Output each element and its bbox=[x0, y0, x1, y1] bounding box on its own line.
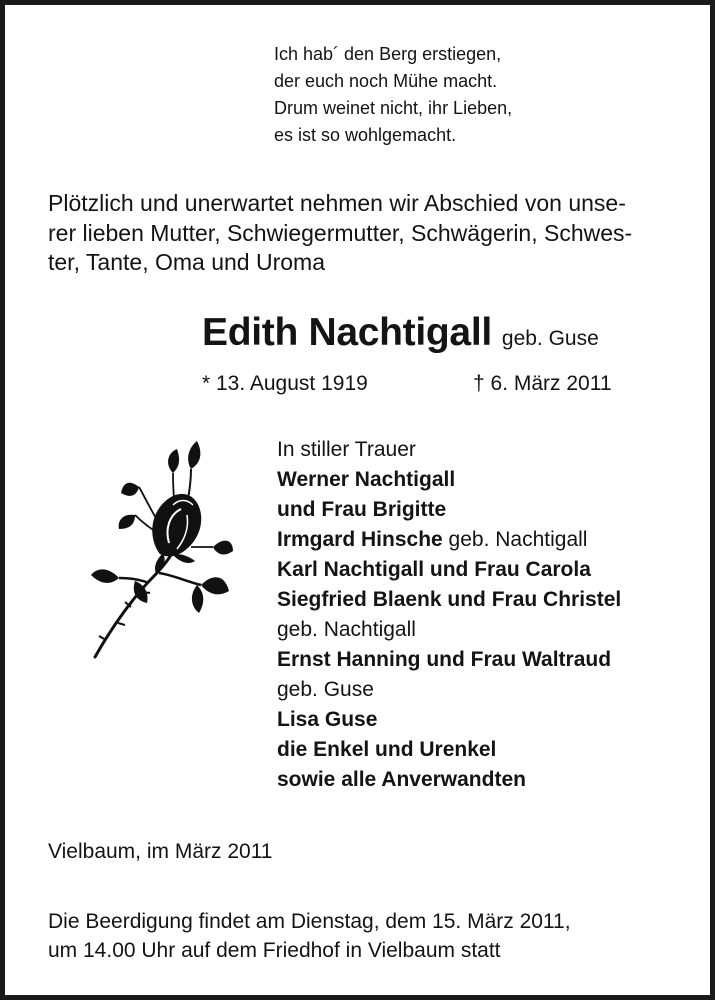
mourners-list bbox=[277, 435, 621, 795]
intro-line: rer lieben Mutter, Schwiegermutter, Schwägerin, Schwes- bbox=[48, 219, 633, 246]
poem-line: Ich hab´ den Berg erstiegen, bbox=[274, 44, 502, 64]
deceased-name: Edith Nachtigall bbox=[202, 311, 492, 354]
poem-line: der euch noch Mühe macht. bbox=[274, 71, 498, 91]
mourner-name: Karl Nachtigall und Frau Carola bbox=[277, 558, 591, 581]
mourner-name: die Enkel und Urenkel bbox=[277, 738, 497, 761]
funeral-line: Die Beerdigung findet am Dienstag, dem 15. März 2011, bbox=[48, 910, 571, 933]
intro-line: ter, Tante, Oma und Uroma bbox=[48, 249, 325, 275]
mourner-note: geb. Nachtigall bbox=[442, 528, 588, 551]
mourner-line bbox=[277, 615, 621, 645]
deceased-maiden-name: geb. Guse bbox=[501, 327, 599, 350]
mourner-name: Werner Nachtigall bbox=[277, 468, 456, 491]
birth-date: * 13. August 1919 bbox=[202, 372, 368, 395]
mourner-line bbox=[277, 495, 621, 525]
death-date: † 6. März 2011 bbox=[473, 372, 612, 395]
mourner-line bbox=[277, 555, 621, 585]
deceased-name-line bbox=[202, 311, 599, 355]
mourning-heading: In stiller Trauer bbox=[277, 438, 416, 461]
funeral-info bbox=[48, 907, 571, 965]
mourner-note: geb. Guse bbox=[277, 678, 374, 701]
funeral-line: um 14.00 Uhr auf dem Friedhof in Vielbaum statt bbox=[48, 939, 501, 962]
mourner-name: sowie alle Anverwandten bbox=[277, 768, 526, 791]
poem bbox=[274, 41, 512, 149]
mourner-name: Irmgard Hinsche bbox=[277, 528, 443, 551]
mourner-line bbox=[277, 585, 621, 615]
intro-line: Plötzlich und unerwartet nehmen wir Abschied von unse- bbox=[48, 190, 626, 216]
mourner-line bbox=[277, 465, 621, 495]
mourner-name: Ernst Hanning und Frau Waltraud bbox=[277, 648, 612, 671]
poem-line: es ist so wohlgemacht. bbox=[274, 125, 457, 145]
mourner-line bbox=[277, 675, 621, 705]
mourner-note: geb. Nachtigall bbox=[277, 618, 416, 641]
mourner-name: Siegfried Blaenk und Frau Christel bbox=[277, 588, 622, 611]
mourner-line bbox=[277, 765, 621, 795]
mourner-line bbox=[277, 645, 621, 675]
place-date: Vielbaum, im März 2011 bbox=[48, 840, 273, 863]
mourner-name: und Frau Brigitte bbox=[277, 498, 447, 521]
rose-icon bbox=[73, 435, 238, 665]
mourner-line bbox=[277, 705, 621, 735]
intro-text bbox=[48, 189, 632, 278]
mourner-name: Lisa Guse bbox=[277, 708, 378, 731]
mourner-line bbox=[277, 735, 621, 765]
mourner-line bbox=[277, 525, 621, 555]
poem-line: Drum weinet nicht, ihr Lieben, bbox=[274, 98, 513, 118]
